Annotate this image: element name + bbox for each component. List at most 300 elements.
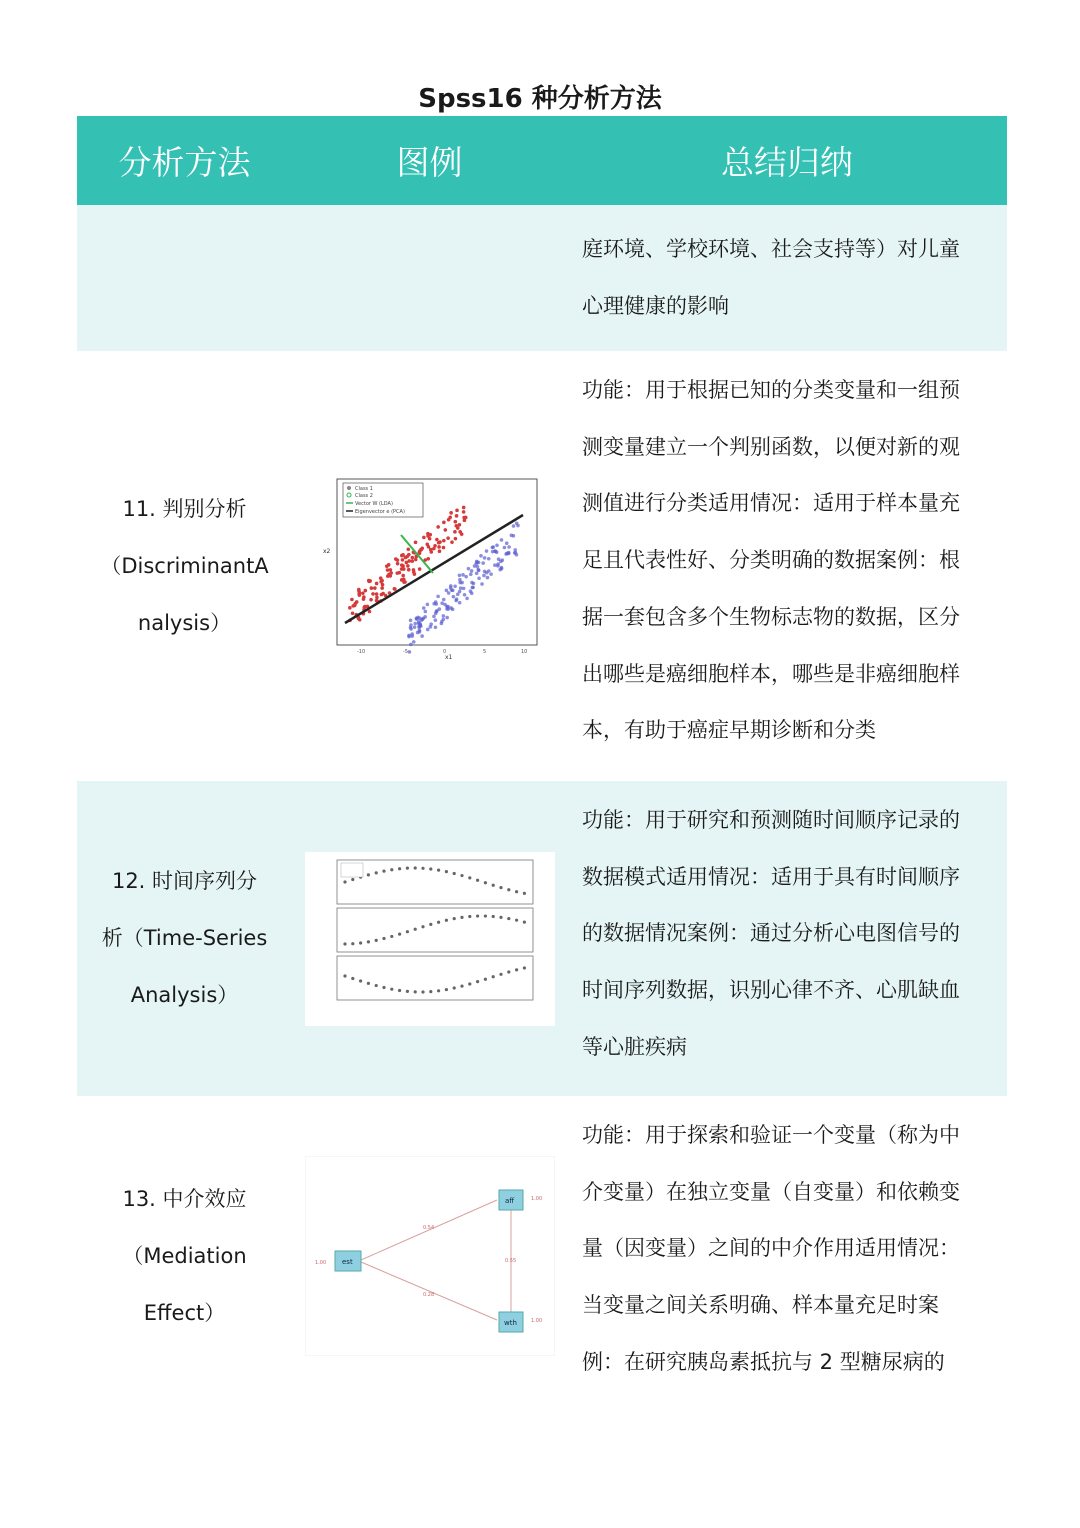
summary-line: 出哪些是癌细胞样本，哪些是非癌细胞样 <box>582 661 960 686</box>
class2-point <box>417 616 421 620</box>
ts-marker <box>483 977 486 980</box>
class2-point <box>480 582 484 586</box>
class1-point <box>455 509 459 513</box>
method-name-line: （DiscriminantA <box>100 553 269 578</box>
svg-text:10: 10 <box>520 649 527 655</box>
method-name <box>77 781 292 1096</box>
class2-point <box>470 586 474 590</box>
legend-class1: Class 1 <box>354 486 373 492</box>
class2-point <box>474 571 478 575</box>
ts-marker <box>491 883 494 886</box>
discriminant-scatter-figure <box>319 473 541 659</box>
class2-point <box>468 589 472 593</box>
class2-point <box>451 595 455 599</box>
ts-marker <box>382 985 385 988</box>
mediation-path-figure <box>305 1156 555 1356</box>
axis-ticks <box>357 649 527 655</box>
ts-marker <box>405 989 408 992</box>
class2-point <box>433 626 437 630</box>
class2-point <box>457 573 461 577</box>
ts-marker <box>437 868 440 871</box>
class2-point <box>514 553 518 557</box>
ts-marker <box>522 920 525 923</box>
ts-marker <box>421 925 424 928</box>
ts-marker <box>390 868 393 871</box>
class2-point <box>486 569 490 573</box>
method-name <box>77 351 292 781</box>
class1-point <box>425 542 429 546</box>
class2-point <box>465 597 469 601</box>
class2-point <box>428 625 432 629</box>
class1-point <box>461 510 465 514</box>
class1-point <box>422 536 426 540</box>
class2-point <box>484 549 488 553</box>
ts-marker <box>421 990 424 993</box>
ts-marker <box>491 914 494 917</box>
summary-line: 的数据情况案例：通过分析心电图信号的 <box>582 921 960 946</box>
class2-point <box>496 564 500 568</box>
class1-point <box>446 518 450 522</box>
svg-text:0: 0 <box>442 649 446 655</box>
method-name-line: Analysis） <box>130 983 239 1007</box>
summary-line: 测变量建立一个判别函数，以便对新的观 <box>582 434 960 459</box>
class2-point <box>476 561 480 565</box>
class2-point <box>411 640 415 644</box>
table-row <box>77 1096 1007 1416</box>
ts-marker <box>343 880 346 883</box>
method-name-line: 析（Time-Series <box>101 926 268 950</box>
class2-point <box>468 573 472 577</box>
class2-point <box>410 634 414 638</box>
class1-point <box>453 537 457 541</box>
ts-marker <box>507 888 510 891</box>
svg-text:-10: -10 <box>356 649 365 655</box>
class2-point <box>436 595 440 599</box>
class2-point <box>470 581 474 585</box>
class1-point <box>385 568 389 572</box>
ts-marker <box>460 873 463 876</box>
class1-point <box>457 523 461 527</box>
class1-point <box>453 520 457 524</box>
class2-point <box>433 618 437 622</box>
method-name <box>77 1096 292 1416</box>
ts-marker <box>398 867 401 870</box>
class1-point <box>412 572 416 576</box>
class2-point <box>448 586 452 590</box>
class1-point <box>394 557 398 561</box>
class1-point <box>461 506 465 510</box>
class1-point <box>363 589 367 593</box>
class2-point <box>479 554 483 558</box>
class1-point <box>400 554 404 558</box>
class2-point <box>476 569 480 573</box>
class2-point <box>437 607 441 611</box>
header-method: 分析方法 <box>118 143 251 182</box>
class1-point <box>454 514 458 518</box>
class1-point <box>395 571 399 575</box>
class2-point <box>457 601 461 605</box>
summary-line: 足且代表性好、分类明确的数据案例：根 <box>582 548 960 573</box>
class2-point <box>482 570 486 574</box>
class1-point <box>395 562 399 566</box>
class2-point <box>482 556 486 560</box>
analysis-table <box>77 116 1007 1416</box>
ts-marker <box>515 968 518 971</box>
ts-legend <box>341 863 363 877</box>
ts-marker <box>437 920 440 923</box>
class1-point <box>373 586 377 590</box>
class1-point <box>454 524 458 528</box>
class1-point <box>375 596 379 600</box>
summary-line: 例：在研究胰岛素抵抗与 2 型糖尿病的 <box>582 1349 945 1374</box>
class2-point <box>502 546 506 550</box>
class1-point <box>453 530 457 534</box>
class2-point <box>434 610 438 614</box>
ts-marker <box>444 987 447 990</box>
class2-point <box>489 572 493 576</box>
class2-point <box>425 628 429 632</box>
class1-point <box>417 567 421 571</box>
class2-point <box>445 616 449 620</box>
class1-point <box>410 559 414 563</box>
class2-point <box>441 618 445 622</box>
ts-marker <box>522 966 525 969</box>
class1-point <box>361 591 365 595</box>
time-series-figure <box>305 852 555 1026</box>
class1-point <box>462 519 466 523</box>
class2-point <box>407 650 411 654</box>
header-figure: 图例 <box>396 143 463 182</box>
legend-lda: Vector W (LDA) <box>354 501 393 507</box>
class1-point <box>379 593 383 597</box>
summary-line: 等心脏疾病 <box>582 1034 687 1059</box>
svg-text:-5: -5 <box>402 649 408 655</box>
class1-point <box>413 541 417 545</box>
class2-point <box>455 592 459 596</box>
class2-point <box>499 566 503 570</box>
class1-point <box>400 558 404 562</box>
summary-line: 当变量之间关系明确、样本量充足时案 <box>582 1293 939 1318</box>
class2-point <box>409 643 413 647</box>
summary-text <box>567 351 1007 781</box>
class2-point <box>462 593 466 597</box>
residual-label: 1.00 <box>314 1260 326 1266</box>
node-label: est <box>341 1258 353 1266</box>
ts-marker <box>374 983 377 986</box>
class2-point <box>491 545 495 549</box>
ts-marker <box>359 979 362 982</box>
class1-point <box>401 574 405 578</box>
ts-marker <box>476 878 479 881</box>
class2-point <box>499 538 503 542</box>
ts-marker <box>413 927 416 930</box>
method-name-line: 13. 中介效应 <box>122 1186 247 1211</box>
class1-point <box>406 547 410 551</box>
class1-point <box>348 606 352 610</box>
ts-marker <box>483 914 486 917</box>
ts-marker <box>351 877 354 880</box>
class1-point <box>435 538 439 542</box>
class1-point <box>380 586 384 590</box>
ts-marker <box>499 885 502 888</box>
ts-marker <box>405 930 408 933</box>
residual-label: 1.00 <box>530 1318 542 1324</box>
ts-marker <box>515 918 518 921</box>
class2-point <box>453 584 457 588</box>
class1-point <box>449 511 453 515</box>
class2-point <box>458 581 462 585</box>
ts-marker <box>491 975 494 978</box>
class2-point <box>446 605 450 609</box>
class2-point <box>493 563 497 567</box>
class2-point <box>421 606 425 610</box>
ts-marker <box>390 934 393 937</box>
class2-point <box>461 573 465 577</box>
summary-line: 测值进行分类适用情况：适用于样本量充 <box>582 491 960 516</box>
class2-point <box>433 600 437 604</box>
table-row <box>77 781 1007 1096</box>
ts-marker <box>382 936 385 939</box>
class1-point <box>446 536 450 540</box>
class2-point <box>414 617 418 621</box>
class2-point <box>444 589 448 593</box>
summary-text <box>567 781 1007 1096</box>
ts-marker <box>452 917 455 920</box>
ts-marker <box>398 932 401 935</box>
class1-point <box>386 563 390 567</box>
class2-point <box>441 598 445 602</box>
class1-point <box>366 579 370 583</box>
ts-marker <box>452 871 455 874</box>
ts-marker <box>429 989 432 992</box>
class2-point <box>507 545 511 549</box>
class1-point <box>362 595 366 599</box>
ts-marker <box>444 870 447 873</box>
class2-point <box>443 603 447 607</box>
ts-marker <box>499 915 502 918</box>
header-summary: 总结归纳 <box>721 143 853 182</box>
class1-point <box>374 592 378 596</box>
node-label: wth <box>503 1319 517 1327</box>
class1-point <box>351 604 355 608</box>
ts-marker <box>429 867 432 870</box>
ts-marker <box>413 990 416 993</box>
node-label: aff <box>504 1197 514 1205</box>
summary-line: 介变量）在独立变量（自变量）和依赖变 <box>582 1179 960 1204</box>
ts-marker <box>405 866 408 869</box>
class1-point <box>437 549 441 553</box>
svg-text:5: 5 <box>482 649 486 655</box>
figure-cell <box>292 351 567 781</box>
class2-point <box>407 634 411 638</box>
class1-point <box>428 533 432 537</box>
ts-marker <box>382 869 385 872</box>
class1-point <box>443 528 447 532</box>
class1-point <box>380 579 384 583</box>
class2-point <box>499 560 503 564</box>
ts-marker <box>374 938 377 941</box>
class1-point <box>436 541 440 545</box>
ts-marker <box>468 982 471 985</box>
class2-point <box>420 634 424 638</box>
class2-point <box>432 615 436 619</box>
class1-point <box>405 555 409 559</box>
class1-point <box>369 598 373 602</box>
class2-point <box>458 586 462 590</box>
ts-marker <box>499 972 502 975</box>
method-name-line: Effect） <box>143 1300 226 1325</box>
class1-point <box>450 540 454 544</box>
summary-line: 时间序列数据，识别心律不齐、心肌缺血 <box>582 978 960 1003</box>
ts-marker <box>515 890 518 893</box>
summary-line: 庭环境、学校环境、社会支持等）对儿童 <box>582 237 960 261</box>
class2-point <box>485 576 489 580</box>
class1-point <box>433 544 437 548</box>
ts-marker <box>437 989 440 992</box>
ts-marker <box>460 915 463 918</box>
ts-marker <box>366 873 369 876</box>
class1-point <box>387 573 391 577</box>
class2-point <box>469 569 473 573</box>
ts-marker <box>359 941 362 944</box>
class1-point <box>420 546 424 550</box>
page-title: Spss16 种分析方法 <box>418 84 662 114</box>
ts-marker <box>351 942 354 945</box>
figure-cell <box>292 205 567 351</box>
summary-text <box>567 1096 1007 1416</box>
ts-marker <box>476 980 479 983</box>
ts-marker <box>483 881 486 884</box>
table-header <box>77 116 1007 205</box>
summary-line: 心理健康的影响 <box>582 293 729 318</box>
legend-pca: Eigenvector e (PCA) <box>354 509 405 515</box>
class1-point <box>429 550 433 554</box>
summary-line: 功能：用于探索和验证一个变量（称为中 <box>582 1123 960 1147</box>
path-label: 0.55 <box>504 1258 516 1264</box>
class2-point <box>482 574 486 578</box>
summary-text <box>567 205 1007 351</box>
summary-line: 本，有助于癌症早期诊断和分类 <box>582 718 876 743</box>
class1-point <box>406 568 410 572</box>
figure-cell <box>292 1096 567 1416</box>
class1-point <box>392 587 396 591</box>
summary-line: 数据模式适用情况：适用于具有时间顺序 <box>582 864 960 889</box>
ts-marker <box>468 914 471 917</box>
class2-point <box>495 544 499 548</box>
ts-marker <box>507 970 510 973</box>
class1-point <box>413 558 417 562</box>
ts-marker <box>374 871 377 874</box>
class2-point <box>493 550 497 554</box>
ts-marker <box>351 976 354 979</box>
class2-point <box>454 599 458 603</box>
residual-label: 1.00 <box>530 1196 542 1202</box>
class2-point <box>464 575 468 579</box>
class1-point <box>441 546 445 550</box>
class2-point <box>408 619 412 623</box>
summary-line: 功能：用于研究和预测随时间顺序记录的 <box>582 808 960 832</box>
class1-point <box>369 586 373 590</box>
x-axis-label: x1 <box>444 654 452 659</box>
ts-marker <box>444 918 447 921</box>
class2-point <box>481 561 485 565</box>
class2-point <box>506 552 510 556</box>
table-row <box>77 351 1007 781</box>
ts-marker <box>390 987 393 990</box>
class1-point <box>437 545 441 549</box>
legend-class2: Class 2 <box>354 493 373 499</box>
ts-marker <box>366 940 369 943</box>
ts-marker <box>343 974 346 977</box>
summary-line: 量（因变量）之间的中介作用适用情况： <box>582 1236 960 1261</box>
method-name <box>77 205 292 351</box>
ts-marker <box>398 988 401 991</box>
class2-point <box>417 630 421 634</box>
y-axis-label: x2 <box>322 548 330 555</box>
class1-point <box>458 530 462 534</box>
class2-point <box>413 622 417 626</box>
path-label: 0.28 <box>422 1292 434 1298</box>
table-row <box>77 205 1007 351</box>
path-label: 0.54 <box>422 1225 434 1231</box>
class2-point <box>486 557 490 561</box>
figure-cell <box>292 781 567 1096</box>
class2-point <box>511 524 515 528</box>
class2-point <box>409 623 413 627</box>
ts-marker <box>476 914 479 917</box>
class1-point <box>357 591 361 595</box>
method-name-line: 11. 判别分析 <box>122 496 247 521</box>
class2-point <box>466 567 470 571</box>
ts-marker <box>468 876 471 879</box>
class1-point <box>436 525 440 529</box>
class2-point <box>511 534 515 538</box>
class1-point <box>442 539 446 543</box>
class1-point <box>363 605 367 609</box>
class1-point <box>401 578 405 582</box>
class1-point <box>350 598 354 602</box>
method-name-line: 12. 时间序列分 <box>111 869 258 893</box>
ts-marker <box>452 986 455 989</box>
ts-marker <box>522 891 525 894</box>
class1-point <box>442 521 446 525</box>
class1-point <box>399 563 403 567</box>
ts-marker <box>366 981 369 984</box>
ts-marker <box>343 942 346 945</box>
class2-point <box>439 622 443 626</box>
class1-point <box>410 556 414 560</box>
ts-marker <box>460 984 463 987</box>
class1-point <box>350 611 354 615</box>
ts-marker <box>507 916 510 919</box>
class2-point <box>425 603 429 607</box>
legend-marker <box>347 486 351 490</box>
class1-point <box>374 582 378 586</box>
summary-line: 功能：用于根据已知的分类变量和一组预 <box>582 378 960 402</box>
class2-point <box>504 541 508 545</box>
class2-point <box>514 521 518 525</box>
class2-point <box>423 610 427 614</box>
class1-point <box>371 592 375 596</box>
ts-marker <box>421 866 424 869</box>
class2-point <box>477 576 481 580</box>
class1-point <box>401 567 405 571</box>
ts-marker <box>413 866 416 869</box>
class2-point <box>441 614 445 618</box>
class2-point <box>412 625 416 629</box>
class2-point <box>450 608 454 612</box>
method-name-line: nalysis） <box>137 610 232 635</box>
